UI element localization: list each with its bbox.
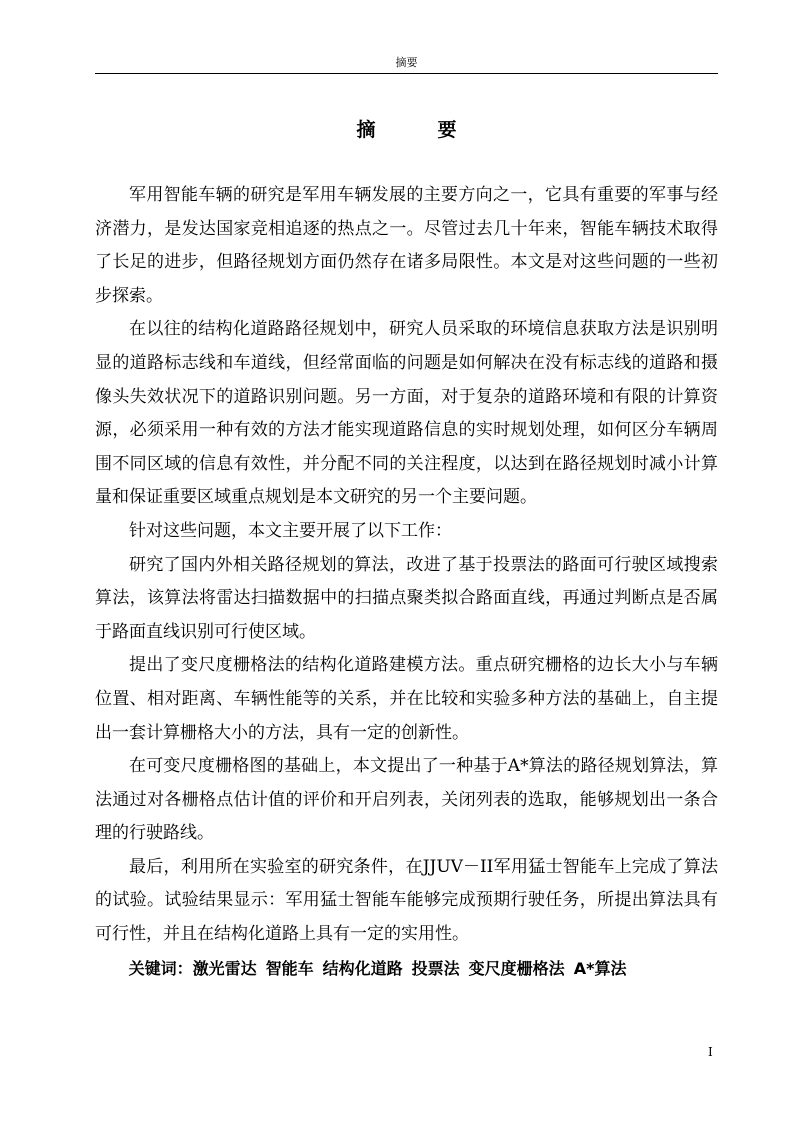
page-number: I	[708, 1045, 713, 1059]
paragraph-6: 在可变尺度栅格图的基础上，本文提出了一种基于A*算法的路径规划算法，算法通过对各栅格点估计值的评价和开启列表，关闭列表的选取，能够规划出一条合理的行驶路线。	[95, 756, 718, 844]
paragraph-2: 在以往的结构化道路路径规划中，研究人员采取的环境信息获取方法是识别明显的道路标志线和车道线，但经常面临的问题是如何解决在没有标志线的道路和摄像头失效状况下的道路识别问题。另一方面，对于复杂的道路环境和有限的计算资源，必须采用一种有效的方法才能实现道路信息的实时规划处理，如何区分车辆周围不同区域的信息有效性，并分配不同的关注程度，以达到在路径规划时减小计算量和保证重要区域重点规划是本文研究的另一个主要问题。	[95, 319, 718, 508]
keyword-item: 变尺度栅格法	[468, 958, 565, 978]
abstract-body	[95, 179, 718, 985]
header-rule	[95, 73, 718, 74]
running-header: 摘要	[395, 56, 418, 69]
paragraph-7: 最后，利用所在实验室的研究条件，在JJUV－II军用猛士智能车上完成了算法的试验。试验结果显示：军用猛士智能车能够完成预期行驶任务，所提出算法具有可行性，并且在结构化道路上具有一定的实用性。	[95, 856, 718, 945]
paragraph-3: 针对这些问题，本文主要开展了以下工作：	[129, 520, 452, 541]
keyword-item: 投票法	[411, 958, 460, 978]
keyword-item: 激光雷达	[192, 958, 257, 978]
paragraph-4: 研究了国内外相关路径规划的算法，改进了基于投票法的路面可行驶区域搜索算法，该算法将雷达扫描数据中的扫描点聚类拟合路面直线，再通过判断点是否属于路面直线识别可行使区域。	[95, 554, 718, 642]
keyword-item: 智能车	[265, 958, 314, 978]
paragraph-1: 军用智能车辆的研究是军用车辆发展的主要方向之一，它具有重要的军事与经济潜力，是发达国家竞相追逐的热点之一。尽管过去几十年来，智能车辆技术取得了长足的进步，但路径规划方面仍然存在诸多局限性。本文是对这些问题的一些初步探索。	[95, 185, 718, 306]
paragraph-5: 提出了变尺度栅格法的结构化道路建模方法。重点研究栅格的边长大小与车辆位置、相对距离、车辆性能等的关系，并在比较和实验多种方法的基础上，自主提出一套计算栅格大小的方法，具有一定的创新性。	[95, 655, 718, 743]
keyword-item: A*算法	[573, 958, 627, 978]
keywords-line	[95, 952, 718, 986]
page-title: 摘要	[356, 119, 519, 141]
keywords-label: 关键词：	[128, 958, 193, 978]
keyword-item: 结构化道路	[322, 958, 403, 978]
